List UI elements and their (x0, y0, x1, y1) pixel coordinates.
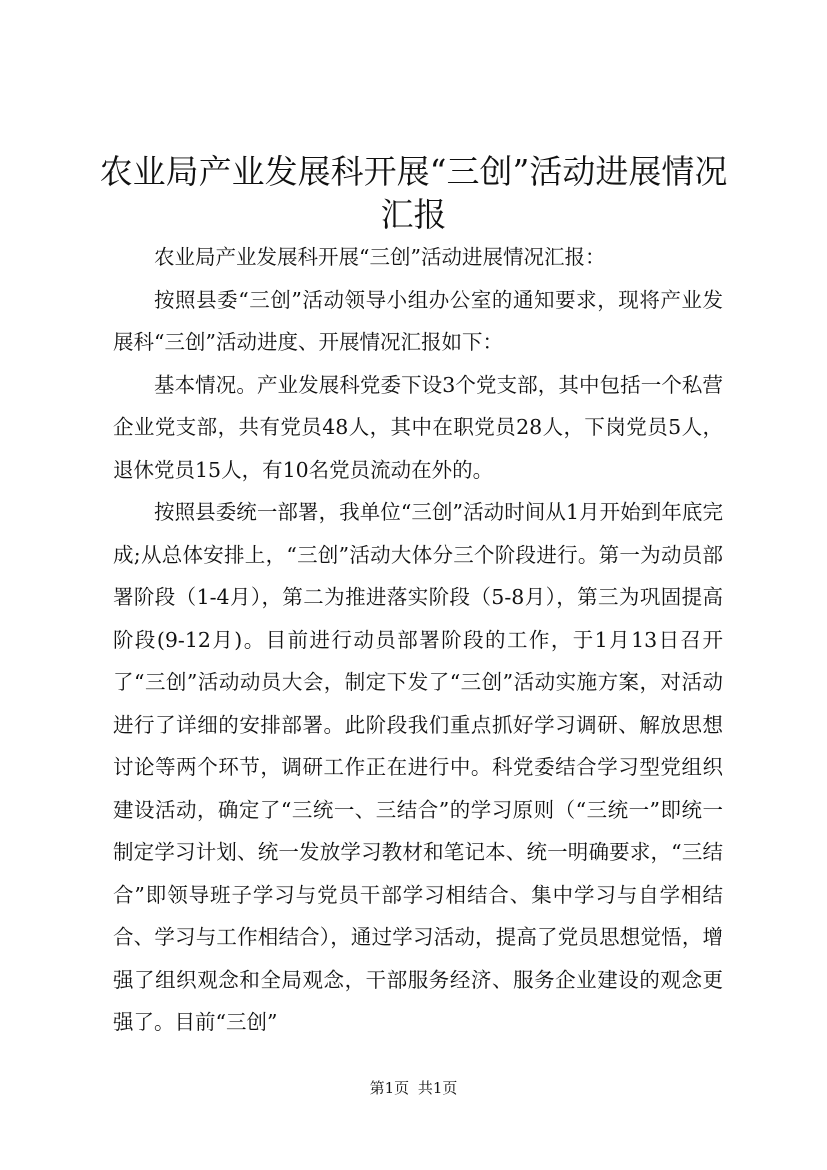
paragraph-progress: 按照县委统一部署，我单位“三创”活动时间从1月开始到年底完成;从总体安排上，“三创”活动大体分三个阶段进行。第一为动员部署阶段（1-4月），第二为推进落实阶段（5-8月），第三为巩固提高阶段(9-12月)。目前进行动员部署阶段的工作，于1月13日召开了“三创”活动动员大会，制定下发了“三创”活动实施方案，对活动进行了详细的安排部署。此阶段我们重点抓好学习调研、解放思想讨论等两个环节，调研工作正在进行中。科党委结合学习型党组织建设活动，确定了“三统一、三结合”的学习原则（“三统一”即统一制定学习计划、统一发放学习教材和笔记本、统一明确要求，“三结合”即领导班子学习与党员干部学习相结合、集中学习与自学相结合、学习与工作相结合），通过学习活动，提高了党员思想觉悟，增强了组织观念和全局观念，干部服务经济、服务企业建设的观念更强了。目前“三创” (113, 500, 723, 1034)
page-footer (0, 1078, 827, 1098)
paragraph-basic-situation: 基本情况。产业发展科党委下设3个党支部，其中包括一个私营企业党支部，共有党员48人，其中在职党员28人，下岗党员5人，退休党员15人，有10名党员流动在外的。 (113, 372, 723, 482)
document-title-line-1: 农业局产业发展科开展“三创”活动进展情况 (99, 152, 728, 191)
paragraph-salutation: 农业局产业发展科开展“三创”活动进展情况汇报： (154, 245, 606, 269)
document-title-line-2: 汇报 (380, 195, 447, 234)
document-body (113, 236, 723, 1044)
page-number: 第1页 (369, 1079, 410, 1097)
paragraph-intro: 按照县委“三创”活动领导小组办公室的通知要求，现将产业发展科“三创”活动进度、开展情况汇报如下： (113, 287, 723, 354)
page-total: 共1页 (417, 1079, 458, 1097)
